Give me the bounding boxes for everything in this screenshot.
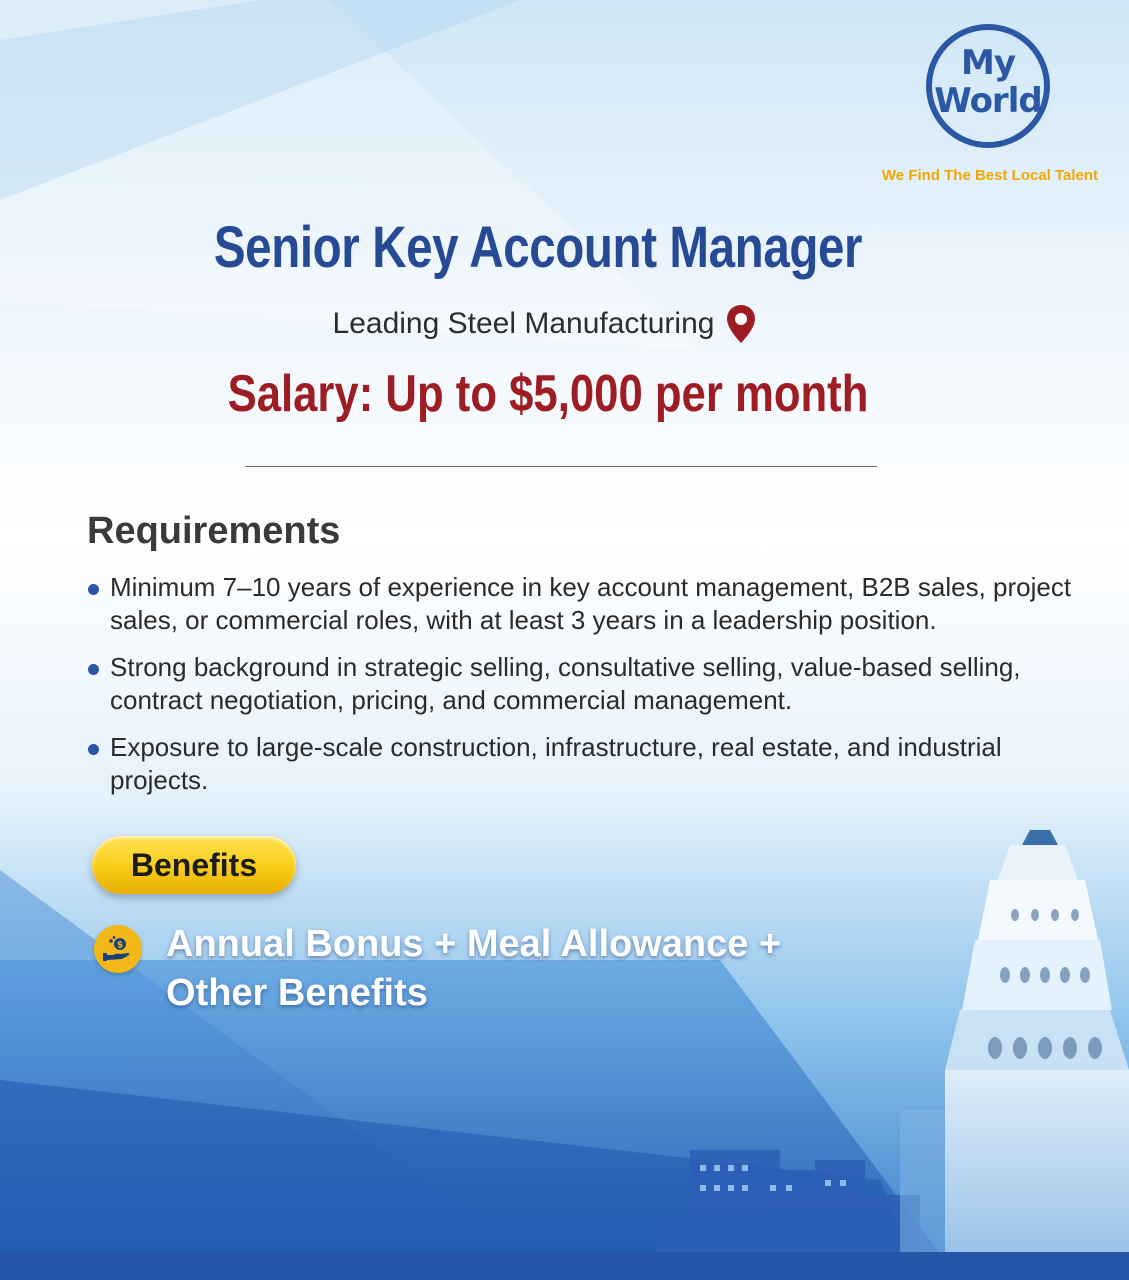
money-hand-icon [94, 925, 142, 973]
requirement-text: Minimum 7–10 years of experience in key account management, B2B sales, project sales, or commercial roles, with at least 3 years in a leadership position. [110, 572, 1072, 635]
bullet-icon [88, 664, 99, 675]
company-name: Leading Steel Manufacturing [332, 307, 715, 340]
logo-tagline: We Find The Best Local Talent [881, 167, 1099, 184]
logo-line-1: My [961, 43, 1015, 83]
requirement-text: Strong background in strategic selling, consultative selling, value-based selling, contract negotiation, pricing, and commercial management. [110, 652, 1021, 715]
requirement-item [87, 651, 1107, 717]
map-pin-icon [726, 304, 756, 344]
salary-text: Salary: Up to $5,000 per month [227, 365, 869, 423]
benefit-line-2: Other Benefits [166, 972, 428, 1014]
requirements-list [87, 571, 1107, 811]
bottom-bar [0, 1252, 1129, 1280]
job-title: Senior Key Account Manager [213, 215, 863, 280]
bullet-icon [88, 584, 99, 595]
benefits-badge: Benefits [92, 836, 296, 894]
requirement-item [87, 731, 1107, 797]
benefits-description [166, 920, 816, 1018]
svg-text:$: $ [116, 940, 124, 951]
bullet-icon [88, 744, 99, 755]
requirement-text: Exposure to large-scale construction, infrastructure, real estate, and industrial projects. [110, 732, 1002, 795]
company-row [0, 304, 1129, 344]
logo-wordmark [932, 44, 1044, 120]
benefit-line-1: Annual Bonus + Meal Allowance + [166, 923, 782, 965]
requirement-item [87, 571, 1107, 637]
section-divider [245, 466, 877, 467]
myworld-logo [926, 24, 1050, 148]
requirements-heading: Requirements [87, 510, 341, 552]
logo-line-2: World [934, 81, 1042, 121]
